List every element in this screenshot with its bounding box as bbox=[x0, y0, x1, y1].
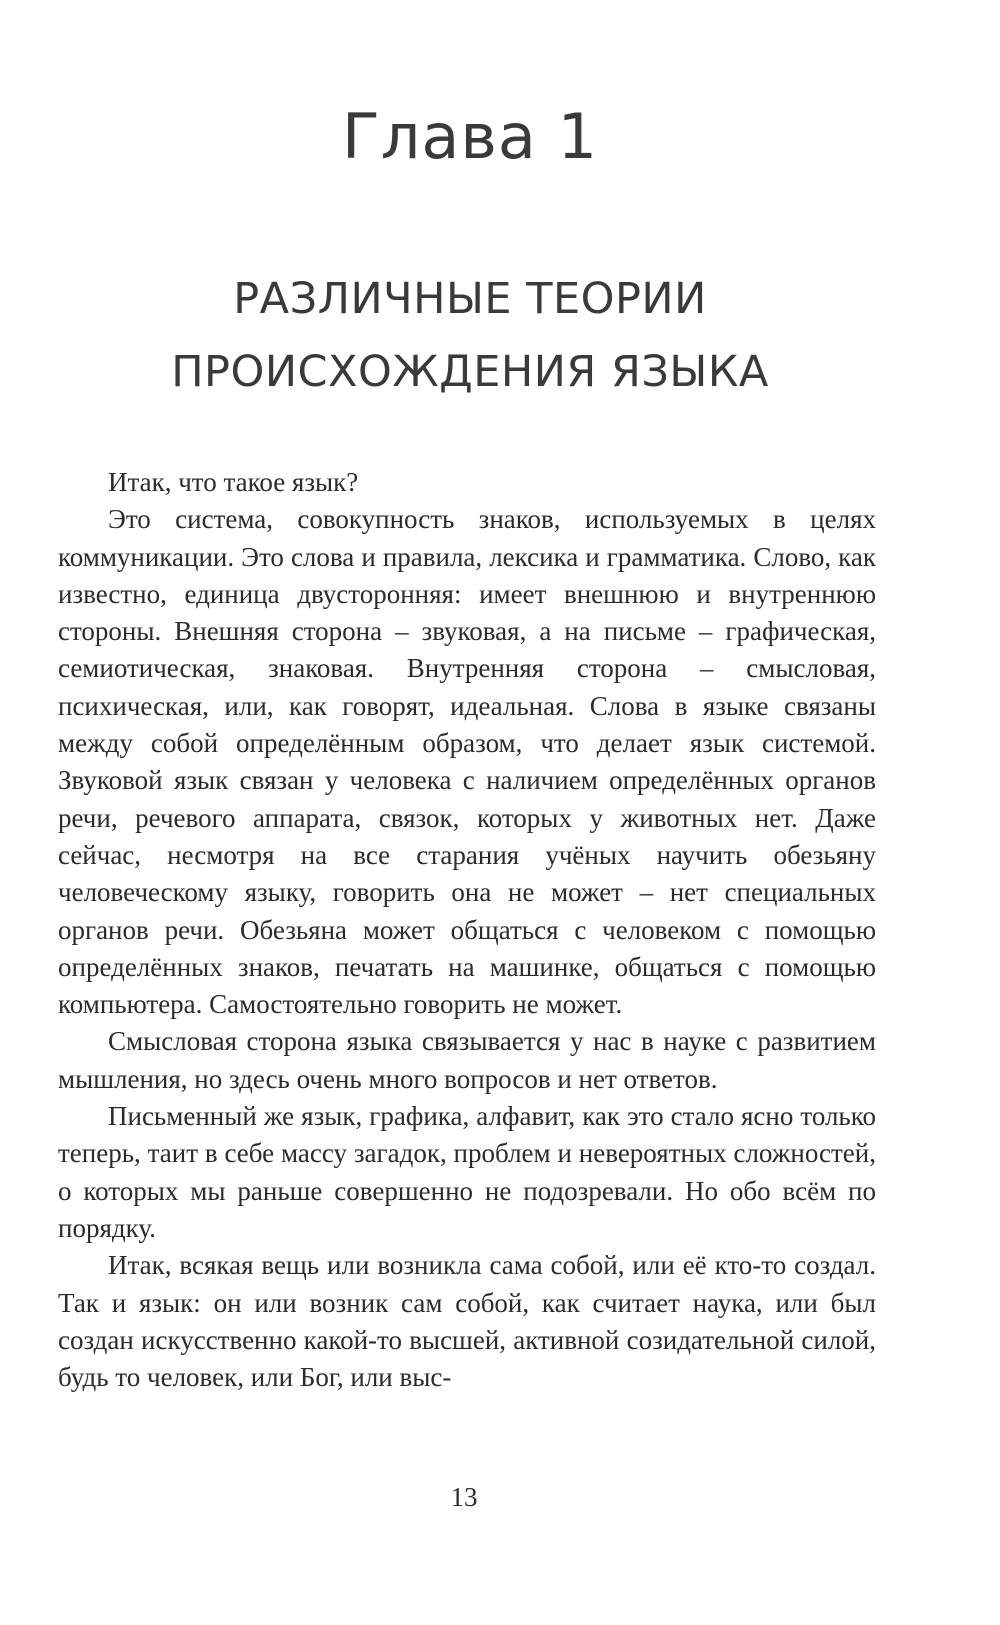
body-text bbox=[58, 464, 876, 1396]
page-number: 13 bbox=[450, 1482, 478, 1512]
paragraph: Итак, всякая вещь или возникла сама собой, или её кто-то создал. Так и язык: он или возник сам собой, как считает наука, или был создан искусственно какой-то высшей, активной созидательной силой, будь то человек, или Бог, или выс- bbox=[58, 1250, 876, 1393]
paragraph: Смысловая сторона языка связывается у нас в науке с развитием мышления, но здесь очень много вопросов и нет ответов. bbox=[58, 1026, 876, 1094]
chapter-number: Глава 1 bbox=[341, 100, 599, 173]
paragraph: Письменный же язык, графика, алфавит, как это стало ясно только теперь, таит в себе массу загадок, проблем и невероятных сложностей, о которых мы раньше совершенно не подозревали. Но обо всём по порядку. bbox=[58, 1101, 876, 1243]
chapter-title-line-1: РАЗЛИЧНЫЕ ТЕОРИИ bbox=[233, 274, 707, 324]
paragraph: Итак, что такое язык? bbox=[108, 467, 359, 497]
chapter-title bbox=[0, 263, 940, 409]
paragraph: Это система, совокупность знаков, используемых в целях коммуникации. Это слова и правила, лексика и грамматика. Слово, как известно, единица двусторонняя: имеет внешнюю и внутреннюю стороны. Внешняя сторона – звуковая, а на письме – графическая, семиотическая, знаковая. Внутренняя сторона – смысловая, психическая, или, как говорят, идеальная. Слова в языке связаны между собой определённым образом, что делает язык системой. Звуковой язык связан у человека с наличием определённых органов речи, речевого аппарата, связок, которых у животных нет. Даже сейчас, несмотря на все старания учёных научить обезьяну человеческому языку, говорить она не может – нет специальных органов речи. Обезьяна может общаться с человеком с помощью определённых знаков, печатать на машинке, общаться с помощью компьютера. Самостоятельно говорить не может. bbox=[58, 504, 876, 1020]
chapter-title-line-2: ПРОИСХОЖДЕНИЯ ЯЗЫКА bbox=[171, 347, 769, 397]
